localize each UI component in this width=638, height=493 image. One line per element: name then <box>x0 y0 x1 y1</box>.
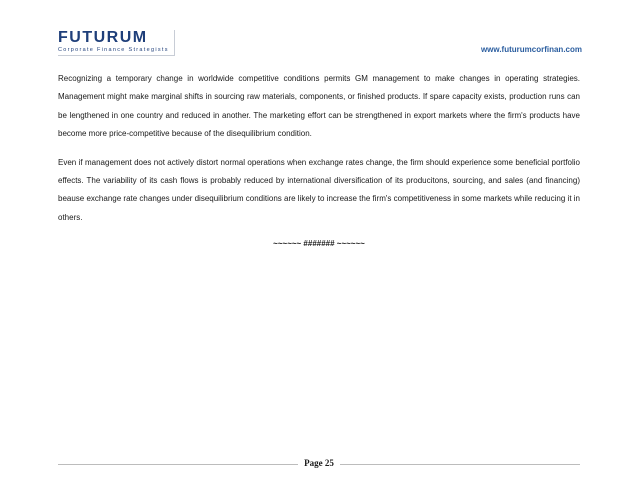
website-link[interactable]: www.futurumcorfinan.com <box>480 45 582 54</box>
page-number-label: Page 25 <box>298 458 340 468</box>
logo-tagline: Corporate Finance Strategists <box>58 47 169 53</box>
page-number <box>0 458 638 468</box>
paragraph-1: Recognizing a temporary change in worldwide competitive conditions permits GM management to make changes in operating strategies. Management might make marginal shifts in sourcing raw materials, components, or finished products. If spare capacity exists, production runs can be lengthened in one country and reduced in another. The marketing effort can be strengthened in export markets where the firm's products have become more price-competitive because of the disequilibrium condition. <box>58 74 580 139</box>
section-separator: ~~~~~~ ####### ~~~~~~ <box>273 239 365 248</box>
document-body <box>58 70 580 237</box>
futurum-logo <box>58 30 175 56</box>
paragraph-2: Even if management does not actively distort normal operations when exchange rates change, the firm should experience some beneficial portfolio effects. The variability of its cash flows is probably reduced by international diversification of its producitons, sourcing, and sales (and financing) beause exchange rate changes under disequilibrium conditions are likely to increase the firm's competitiveness in some markets while reducing it in others. <box>58 157 580 222</box>
logo-wordmark: FUTURUM <box>58 29 148 46</box>
